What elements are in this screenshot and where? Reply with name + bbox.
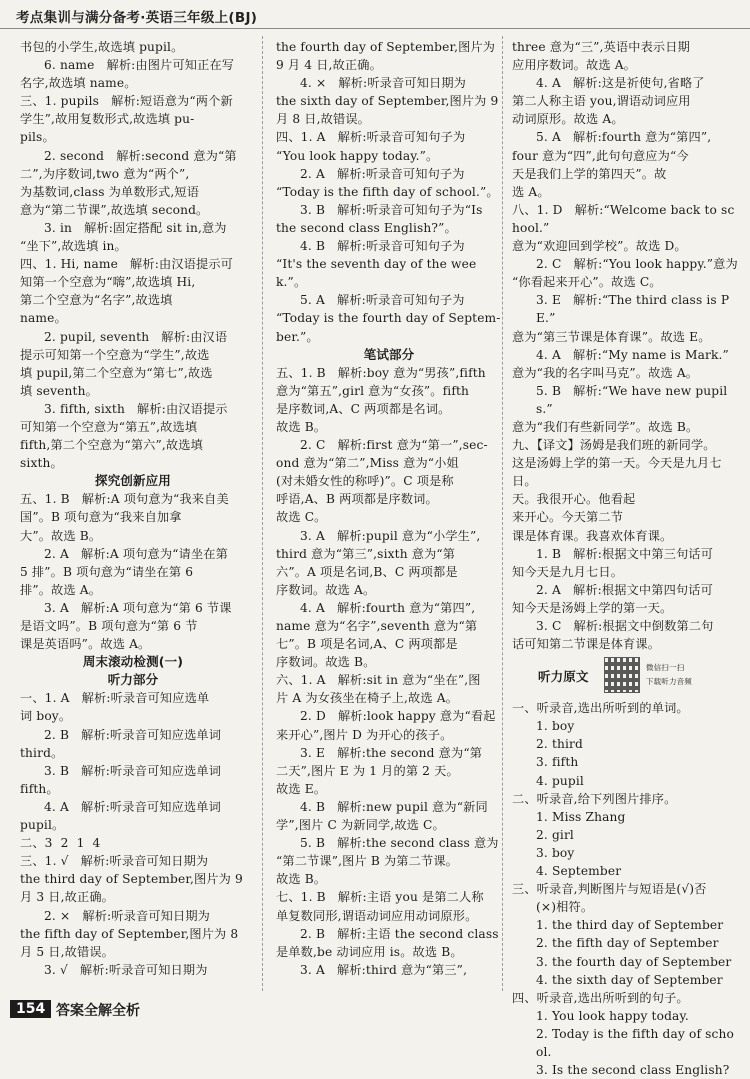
answer-line: 呼语,A、B 两项都是序数词。 (276, 492, 438, 507)
book-title: 考点集训与满分备考·英语三年级上(BJ) (16, 10, 258, 26)
answer-line: (对未婚女性的称呼)”。C 项是称 (276, 474, 454, 489)
answer-line: 四、听录音,选出所听到的句子。 (512, 990, 689, 1005)
answer-line: 书包的小学生,故选填 pupil。 (20, 40, 184, 54)
section-heading: 笔试部分 (363, 346, 415, 362)
answer-line: 课是体育课。我喜欢体育课。 (512, 528, 673, 543)
answer-line: 这是汤姆上学的第一天。今天是九月七日。 (512, 456, 722, 489)
qr-caption-line: 微信扫一扫 (646, 663, 685, 673)
answer-line: 八、1. D 解析:“Welcome back to school.” (512, 202, 735, 235)
answer-line: 三、1. pupils 解析:短语意为“两个新 (20, 94, 233, 109)
answer-line: 3. A 解析:pupil 意为“小学生”, (300, 528, 481, 543)
answer-line: 故选 E。 (276, 781, 327, 796)
answer-line: 2. A 解析:根据文中第四句话可 (536, 582, 713, 597)
answer-line: 序数词。故选 B。 (276, 655, 376, 670)
answer-line: 3. E 解析:the second 意为“第 (300, 745, 483, 760)
answer-line: 月 8 日,故错误。 (276, 112, 371, 127)
answer-line: “Today is the fifth day of school.”。 (276, 184, 499, 199)
answer-line: sixth。 (20, 456, 63, 471)
answer-line: 三、听录音,判断图片与短语是(√)否 (512, 882, 707, 897)
answer-line: 知今天是汤姆上学的第一天。 (512, 600, 673, 615)
answer-line: 是序数词,A、C 两项都是名词。 (276, 401, 451, 416)
answer-line: 知今天是九月七日。 (512, 564, 624, 579)
answer-line: 4. A 解析:“My name is Mark.” (536, 347, 729, 362)
answer-line: 词 boy。 (20, 709, 72, 724)
page-header (0, 0, 750, 29)
answer-line: 提示可知第一个空意为“学生”,故选 (20, 347, 210, 362)
answer-line: the fourth day of September,图片为 (276, 40, 496, 54)
page-footer (0, 994, 750, 1032)
answer-line: “第二节课”,图片 B 为第二节课。 (276, 854, 458, 869)
footer-label: 答案全解全析 (56, 1003, 140, 1019)
answer-line: 故选 B。 (276, 419, 327, 434)
answer-line: four 意为“四”,此句句意应为“今 (512, 148, 689, 163)
answer-line: 意为“我们有些新同学”。故选 B。 (512, 419, 699, 434)
answer-line: 学生”,故用复数形式,故选填 pu- (20, 112, 195, 127)
answer-line: 3. Is the second class English? (536, 1063, 730, 1078)
answer-line: 3. √ 解析:听录音可知日期为 (44, 962, 208, 977)
answer-line: 学”,图片 C 为新同学,故选 C。 (276, 818, 445, 833)
answer-line: fifth,第二个空意为“第六”,故选填 (20, 438, 203, 453)
answer-line: 2. Today is the fifth day of school. (536, 1026, 735, 1059)
section-heading: 听力部分 (107, 672, 159, 688)
answer-line: the sixth day of September,图片为 9 (276, 94, 499, 109)
qr-caption (646, 661, 736, 689)
answer-line: 二、听录音,给下列图片排序。 (512, 791, 677, 806)
answer-line: 4. B 解析:new pupil 意为“新同 (300, 799, 488, 814)
answer-line: 月 3 日,故正确。 (20, 890, 115, 905)
answer-line: 选 A。 (512, 184, 550, 199)
answer-line: 课是英语吗”。故选 A。 (20, 637, 151, 652)
answer-line: 名字,故选填 name。 (20, 76, 137, 91)
answer-line: 意为“第二节课”,故选填 second。 (20, 202, 209, 217)
answer-line: 五、1. B 解析:A 项句意为“我来自美 (20, 492, 229, 507)
answer-line: 2. the fifth day of September (536, 936, 719, 951)
answer-line: 片 A 为女孩坐在椅子上,故选 A。 (276, 691, 459, 706)
answer-line: 2. girl (536, 827, 574, 842)
answer-line: 意为“欢迎回到学校”。故选 D。 (512, 239, 687, 254)
answer-line: 二、3 2 1 4 (20, 836, 101, 851)
answer-line: 4. A 解析:fourth 意为“第四”, (300, 600, 476, 615)
answer-line: “You look happy today.”。 (276, 148, 439, 163)
answer-line: 二天”,图片 E 为 1 月的第 2 天。 (276, 763, 459, 778)
column-divider (502, 36, 503, 991)
answer-line: 第二人称主语 you,谓语动词应用 (512, 94, 691, 109)
answer-line: 1. You look happy today. (536, 1008, 689, 1023)
answer-line: 四、1. Hi, name 解析:由汉语提示可 (20, 257, 234, 272)
answer-line: 1. Miss Zhang (536, 809, 626, 824)
answer-column-1 (20, 38, 246, 979)
answer-line: 2. second 解析:second 意为“第 (44, 148, 237, 163)
answer-line: 一、听录音,选出所听到的单词。 (512, 701, 689, 716)
answer-line: 4. pupil (536, 773, 584, 788)
answer-line: 2. A 解析:听录音可知句子为 (300, 166, 465, 181)
section-heading: 周末滚动检测(一) (82, 654, 184, 670)
answer-line: 4. the sixth day of September (536, 972, 723, 987)
answer-line: 单复数同形,谓语动词应用动词原形。 (276, 908, 478, 923)
answer-line: 2. A 解析:A 项句意为“请坐在第 (44, 546, 228, 561)
answer-line: 3. in 解析:固定搭配 sit in,意为 (44, 220, 227, 235)
answer-line: the fifth day of September,图片为 8 (20, 926, 239, 941)
answer-line: 天。我很开心。他看起 (512, 492, 636, 507)
answer-line: 4. A 解析:听录音可知应选单词 (44, 799, 221, 814)
qr-code-icon[interactable] (604, 657, 640, 693)
answer-line: 4. September (536, 864, 622, 879)
answer-line: 2. third (536, 737, 583, 752)
answer-line: 4. × 解析:听录音可知日期为 (300, 76, 467, 91)
answer-line: 2. pupil, seventh 解析:由汉语 (44, 329, 228, 344)
answer-line: 3. B 解析:听录音可知应选单词 (44, 763, 222, 778)
answer-line: 2. B 解析:主语 the second class (300, 926, 499, 941)
answer-line: 六、1. A 解析:sit in 意为“坐在”,图 (276, 673, 481, 688)
answer-line: 9 月 4 日,故正确。 (276, 58, 382, 73)
answer-line: 填 pupil,第二个空意为“第七”,故选 (20, 365, 213, 380)
answer-line: name 意为“名字”,seventh 意为“第 (276, 619, 478, 633)
answer-line: 应用序数词。故选 A。 (512, 58, 637, 73)
answer-line: 是单数,be 动词应用 is。故选 B。 (276, 944, 463, 959)
answer-line: 2. B 解析:听录音可知应选单词 (44, 727, 222, 742)
answer-line: “Today is the fourth day of Septem- (276, 311, 501, 326)
answer-line: 话可知第二节课是体育课。 (512, 637, 661, 652)
answer-line: 意为“第五”,girl 意为“女孩”。fifth (276, 383, 470, 398)
answer-line: 是语文吗”。B 项句意为“第 6 节 (20, 619, 198, 633)
answer-line: 大”。故选 B。 (20, 528, 102, 543)
answer-line: 九、【译文】汤姆是我们班的新同学。 (512, 438, 716, 453)
answer-line: 1. B 解析:根据文中第三句话可 (536, 546, 714, 561)
answer-line: “坐下”,故选填 in。 (20, 239, 127, 254)
answer-line: 3. fifth, sixth 解析:由汉语提示 (44, 401, 228, 416)
answer-line: 月 5 日,故错误。 (20, 944, 115, 959)
answer-line: 故选 B。 (276, 872, 327, 887)
answer-line: 3. E 解析:“The third class is PE.” (536, 293, 730, 326)
answer-line: the third day of September,图片为 9 (20, 872, 243, 887)
answer-line: 2. C 解析:first 意为“第一”,sec- (300, 438, 488, 453)
answer-line: 3. B 解析:听录音可知句子为“Is (300, 202, 483, 217)
answer-line: the second class English?”。 (276, 220, 457, 235)
answer-line: 1. boy (536, 719, 575, 734)
answer-line: 5. B 解析:“We have new pupils.” (536, 383, 728, 416)
answer-line: 三、1. √ 解析:听录音可知日期为 (20, 854, 209, 869)
answer-line: 为基数词,class 为单数形式,短语 (20, 184, 200, 199)
page-number: 154 (10, 1000, 51, 1018)
answer-line: 3. boy (536, 845, 575, 860)
answer-line: 3. fifth (536, 755, 579, 770)
answer-line: 意为“我的名字叫马克”。故选 A。 (512, 365, 699, 380)
answer-line: 1. the third day of September (536, 918, 724, 933)
answer-line: 5 排”。B 项句意为“请坐在第 6 (20, 564, 194, 579)
answer-line: 排”。故选 A。 (20, 582, 102, 597)
answer-line: 来开心。今天第二节 (512, 510, 624, 525)
answer-line: 3. C 解析:根据文中倒数第二句 (536, 619, 714, 633)
answer-line: pils。 (20, 130, 55, 145)
answer-line: pupil。 (20, 818, 65, 833)
answer-line: 天是我们上学的第四天”。故 (512, 166, 667, 181)
answer-line: name。 (20, 311, 67, 326)
answer-line: 七、1. B 解析:主语 you 是第二人称 (276, 890, 484, 905)
answer-line: “你看起来开心”。故选 C。 (512, 275, 662, 290)
answer-line: third。 (20, 745, 64, 760)
answer-line: 来开心”,图片 D 为开心的孩子。 (276, 727, 453, 742)
answer-line: 2. C 解析:“You look happy.”意为 (536, 257, 738, 272)
answer-line: 七”。B 项是名词,A、C 两项都是 (276, 637, 458, 652)
answer-line: 五、1. B 解析:boy 意为“男孩”,fifth (276, 365, 486, 380)
answer-line: 2. × 解析:听录音可知日期为 (44, 908, 211, 923)
answer-line: 故选 C。 (276, 510, 327, 525)
answer-line: 2. D 解析:look happy 意为“看起 (300, 709, 496, 724)
answer-column-2 (276, 38, 502, 979)
listening-header (512, 657, 738, 697)
listening-heading: 听力原文 (538, 669, 589, 685)
answer-line: ber.”。 (276, 329, 319, 344)
answer-line: 4. A 解析:这是祈使句,省略了 (536, 76, 705, 91)
answer-line: fifth。 (20, 781, 59, 796)
answer-line: 动词原形。故选 A。 (512, 112, 624, 127)
answer-line: 一、1. A 解析:听录音可知应选单 (20, 691, 210, 706)
answer-line: (×)相符。 (536, 900, 594, 915)
answer-line: 3. A 解析:third 意为“第三”, (300, 962, 468, 977)
answer-line: 6. name 解析:由图片可知正在写 (44, 58, 235, 73)
column-divider (262, 36, 263, 991)
answer-line: 意为“第三节课是体育课”。故选 E。 (512, 329, 711, 344)
answer-line: 四、1. A 解析:听录音可知句子为 (276, 130, 466, 145)
answer-line: 六”。A 项是名词,B、C 两项都是 (276, 564, 458, 579)
qr-caption-line: 下载听力音频 (646, 677, 692, 687)
answer-line: 3. A 解析:A 项句意为“第 6 节课 (44, 600, 232, 615)
answer-line: 国”。B 项句意为“我来自加拿 (20, 510, 182, 525)
answer-line: 可知第一个空意为“第五”,故选填 (20, 419, 198, 434)
answer-line: “It's the seventh day of the week.”。 (276, 257, 477, 290)
answer-line: 3. the fourth day of September (536, 954, 732, 969)
answer-line: 二”,为序数词,two 意为“两个”, (20, 166, 190, 181)
answer-line: three 意为“三”,英语中表示日期 (512, 40, 690, 54)
answer-column-3 (512, 38, 738, 1079)
answer-line: 5. A 解析:fourth 意为“第四”, (536, 130, 712, 145)
answer-line: 第二个空意为“名字”,故选填 (20, 293, 173, 308)
answer-line: 填 seventh。 (20, 383, 98, 398)
answer-line: 知第一个空意为“嗨”,故选填 Hi, (20, 275, 196, 290)
answer-line: 序数词。故选 A。 (276, 582, 376, 597)
answer-line: third 意为“第三”,sixth 意为“第 (276, 546, 456, 561)
answer-line: 5. A 解析:听录音可知句子为 (300, 293, 465, 308)
answer-line: ond 意为“第二”,Miss 意为“小姐 (276, 456, 459, 471)
section-heading: 探究创新应用 (95, 473, 171, 489)
answer-line: 4. B 解析:听录音可知句子为 (300, 239, 465, 254)
answer-line: 5. B 解析:the second class 意为 (300, 836, 499, 851)
